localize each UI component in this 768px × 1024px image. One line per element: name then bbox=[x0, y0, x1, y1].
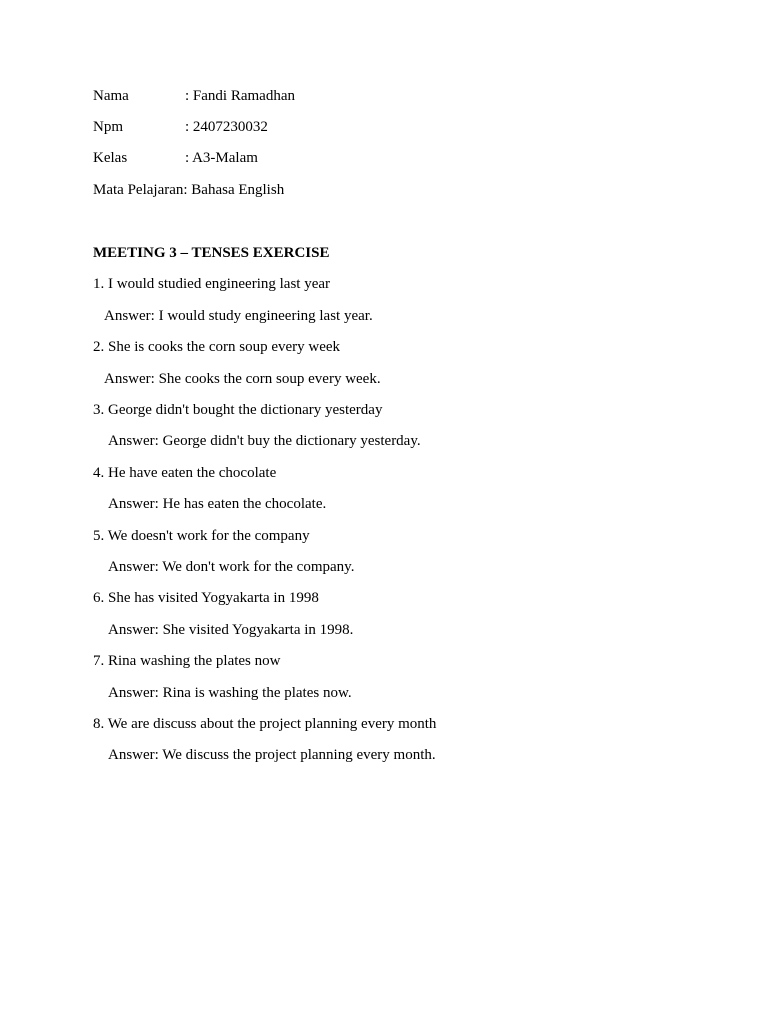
answer-2: Answer: She cooks the corn soup every week. bbox=[104, 371, 381, 387]
question-5: 5. We doesn't work for the company bbox=[93, 528, 310, 544]
question-3: 3. George didn't bought the dictionary yesterday bbox=[93, 402, 383, 418]
npm-label: Npm bbox=[93, 119, 123, 135]
answer-7: Answer: Rina is washing the plates now. bbox=[108, 685, 352, 701]
answer-4: Answer: He has eaten the chocolate. bbox=[108, 496, 327, 512]
question-4: 4. He have eaten the chocolate bbox=[93, 465, 277, 481]
kelas-value: : A3-Malam bbox=[185, 150, 258, 166]
answer-8: Answer: We discuss the project planning every month. bbox=[108, 747, 436, 763]
question-2: 2. She is cooks the corn soup every week bbox=[93, 339, 341, 355]
exercise-title: MEETING 3 – TENSES EXERCISE bbox=[93, 245, 330, 261]
answer-5: Answer: We don't work for the company. bbox=[108, 559, 355, 575]
question-6: 6. She has visited Yogyakarta in 1998 bbox=[93, 590, 319, 606]
question-1: 1. I would studied engineering last year bbox=[93, 276, 331, 292]
nama-row bbox=[93, 87, 295, 105]
question-7: 7. Rina washing the plates now bbox=[93, 653, 281, 669]
kelas-row bbox=[93, 149, 258, 167]
answer-6: Answer: She visited Yogyakarta in 1998. bbox=[108, 622, 354, 638]
npm-row bbox=[93, 118, 268, 136]
kelas-label: Kelas bbox=[93, 150, 128, 166]
question-8: 8. We are discuss about the project planning every month bbox=[93, 716, 437, 732]
nama-value: : Fandi Ramadhan bbox=[185, 88, 295, 104]
nama-label: Nama bbox=[93, 88, 129, 104]
mata-pelajaran-row: Mata Pelajaran: Bahasa English bbox=[93, 182, 285, 198]
answer-3: Answer: George didn't buy the dictionary yesterday. bbox=[108, 433, 421, 449]
npm-value: : 2407230032 bbox=[185, 119, 268, 135]
answer-1: Answer: I would study engineering last year. bbox=[104, 308, 373, 324]
